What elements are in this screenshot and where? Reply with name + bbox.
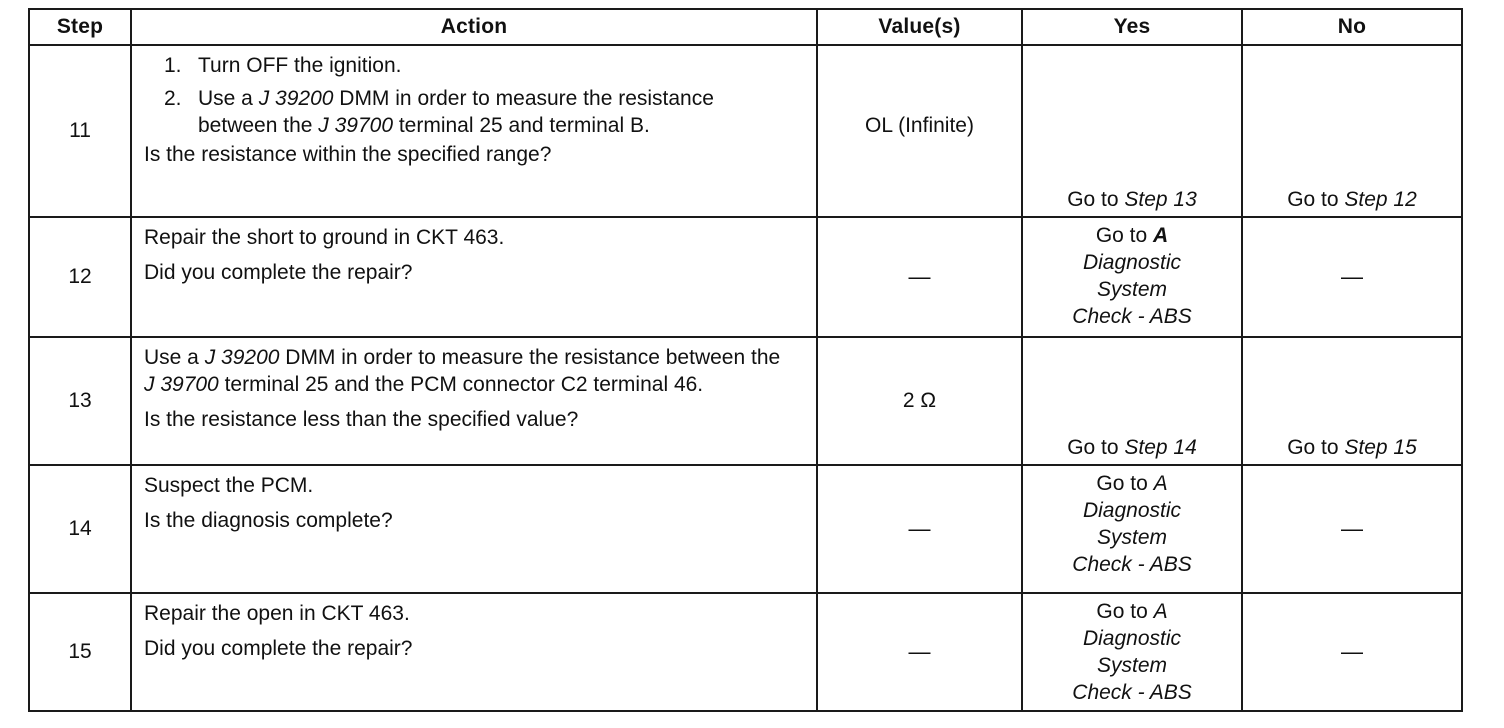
diagnostic-reference-link[interactable]: Check - ABS [1072,681,1192,704]
diagnostic-reference-link[interactable]: System [1096,526,1167,549]
diagnostic-reference-link[interactable]: A [1153,472,1168,495]
step-reference-link[interactable]: Step 12 [1344,188,1417,211]
value-dash: — [908,264,931,289]
step-number: 11 [29,45,131,217]
text-segment: terminal 25 and the PCM connector C2 terminal 46. [218,373,704,396]
goto-prefix: Go to [1067,188,1125,211]
diagnostic-document [28,8,1463,712]
value-dash: — [1341,516,1363,541]
step-number: 13 [29,337,131,465]
table-row-step-11 [29,45,1462,217]
yes-cell [1022,465,1242,593]
header-yes: Yes [1022,9,1242,45]
list-item-text: Turn OFF the ignition. [198,54,402,77]
list-item [164,85,806,139]
step-reference-link[interactable]: Step 13 [1124,188,1197,211]
value-cell [817,217,1022,337]
table-header-row [29,9,1462,45]
table-row-step-13 [29,337,1462,465]
goto-prefix: Go to [1096,472,1154,495]
step-number: 12 [29,217,131,337]
list-item-number: 1. [164,54,182,77]
diagnostic-reference-link[interactable]: System [1096,278,1167,301]
action-steps-list [144,52,806,139]
goto-prefix: Go to [1287,188,1345,211]
table-row-step-12 [29,217,1462,337]
action-text: Suspect the PCM. [144,474,314,497]
list-item [164,52,806,79]
step-number: 14 [29,465,131,593]
action-text: Repair the short to ground in CKT 463. [144,226,505,249]
value-cell: OL (Infinite) [817,45,1022,217]
header-step: Step [29,9,131,45]
step-reference-link[interactable]: Step 15 [1344,436,1417,459]
goto-line [1023,470,1241,497]
text-segment: Use a [198,87,259,110]
header-no: No [1242,9,1462,45]
goto-line [1023,598,1241,625]
action-cell [131,593,817,711]
diagnostic-table [28,8,1463,712]
action-question: Is the diagnosis complete? [144,509,393,532]
goto-prefix: Go to [1067,436,1125,459]
diagnostic-reference-link[interactable]: Check - ABS [1072,553,1192,576]
value-cell [817,593,1022,711]
action-text [144,344,806,398]
text-segment: DMM in order to measure the resistance between the [279,346,781,369]
action-cell [131,45,817,217]
table-row-step-15 [29,593,1462,711]
action-question: Is the resistance within the specified range? [144,143,552,166]
goto-prefix: Go to [1096,600,1154,623]
list-item-number: 2. [164,87,182,110]
value-dash: — [1341,639,1363,664]
value-cell [817,465,1022,593]
step-reference-link[interactable]: Step 14 [1124,436,1197,459]
diagnostic-reference-link[interactable]: Check - ABS [1072,305,1192,328]
diagnostic-reference-link[interactable]: Diagnostic [1082,251,1182,274]
no-cell [1242,217,1462,337]
yes-cell [1022,593,1242,711]
text-segment: terminal 25 and terminal B. [393,114,650,137]
action-question: Did you complete the repair? [144,637,413,660]
text-segment: Use a [144,346,205,369]
no-cell [1242,337,1462,465]
step-number: 15 [29,593,131,711]
action-cell [131,217,817,337]
tool-reference: J 39700 [318,114,393,137]
diagnostic-reference-link[interactable]: Diagnostic [1082,499,1182,522]
diagnostic-reference-link[interactable]: System [1096,654,1167,677]
tool-reference: J 39200 [258,87,334,110]
diagnostic-reference-link[interactable]: A [1153,224,1169,247]
tool-reference: J 39200 [204,346,280,369]
text-segment: DMM in order to measure the resistance between the [198,87,714,137]
tool-reference: J 39700 [144,373,219,396]
yes-cell [1022,45,1242,217]
action-cell [131,465,817,593]
header-action: Action [131,9,817,45]
no-cell [1242,45,1462,217]
table-row-step-14 [29,465,1462,593]
value-dash: — [1341,264,1363,289]
no-cell [1242,593,1462,711]
yes-cell [1022,217,1242,337]
value-dash: — [908,516,931,541]
value-cell: 2 Ω [817,337,1022,465]
goto-prefix: Go to [1095,224,1154,247]
value-dash: — [908,639,931,664]
no-cell [1242,465,1462,593]
action-question: Is the resistance less than the specified value? [144,408,579,431]
goto-line [1023,222,1241,249]
yes-cell [1022,337,1242,465]
action-question: Did you complete the repair? [144,261,413,284]
action-cell [131,337,817,465]
diagnostic-reference-link[interactable]: A [1153,600,1168,623]
action-text: Repair the open in CKT 463. [144,602,410,625]
header-values: Value(s) [817,9,1022,45]
goto-prefix: Go to [1287,436,1345,459]
diagnostic-reference-link[interactable]: Diagnostic [1082,627,1182,650]
list-item-text [198,85,806,139]
